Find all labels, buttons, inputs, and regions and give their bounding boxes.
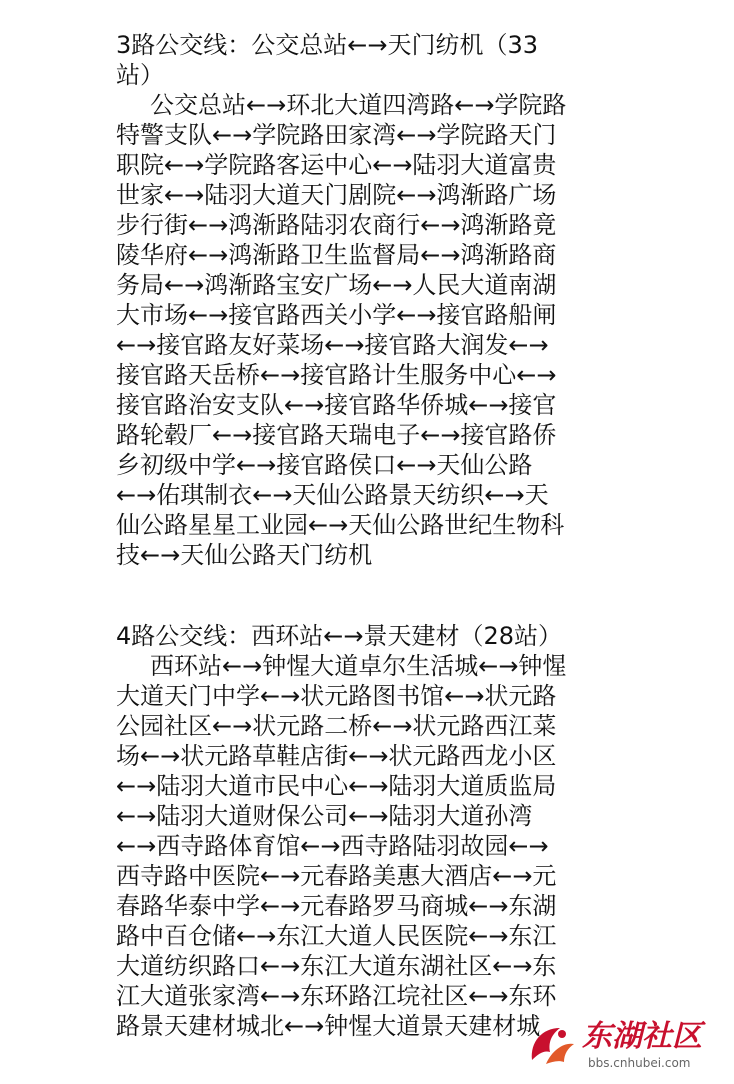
route-3-stop-line: ←→接官路友好菜场←→接官路大润发←→: [116, 331, 549, 359]
route-3-stop-line: 接官路天岳桥←→接官路计生服务中心←→: [116, 361, 557, 389]
route-4-stop-line: 公园社区←→状元路二桥←→状元路西江菜: [116, 712, 557, 740]
watermark-site-url: bbs.cnhubei.com: [588, 1056, 691, 1070]
route-4-stop-line: ←→西寺路体育馆←→西寺路陆羽故园←→: [116, 832, 549, 860]
watermark-site-name: 东湖社区: [582, 1019, 702, 1054]
route-4-stop-line: 西寺路中医院←→元春路美惠大酒店←→元: [116, 862, 557, 890]
route-4-stop-line: 场←→状元路草鞋店街←→状元路西龙小区: [116, 742, 557, 770]
route-4-stop-line: 西环站←→钟惺大道卓尔生活城←→钟惺: [150, 652, 567, 680]
route-3-stop-line: 务局←→鸿渐路宝安广场←→人民大道南湖: [116, 271, 557, 299]
route-3-stop-line: 职院←→学院路客运中心←→陆羽大道富贵: [116, 151, 557, 179]
route-3-stop-line: 乡初级中学←→接官路侯口←→天仙公路: [116, 451, 533, 479]
route-3-section: [116, 30, 638, 570]
route-3-stop-line: 接官路治安支队←→接官路华侨城←→接官: [116, 391, 557, 419]
route-4-stop-line: 路景天建材城北←→钟惺大道景天建材城: [116, 1012, 541, 1040]
route-4-stop-line: 大道纺织路口←→东江大道东湖社区←→东: [116, 952, 557, 980]
route-3-stop-line: 技←→天仙公路天门纺机: [116, 541, 373, 569]
dongbu-shequ-logo-icon: [526, 1020, 578, 1072]
route-3-stop-line: 公交总站←→环北大道四湾路←→学院路: [150, 91, 567, 119]
route-4-stop-line: 春路华泰中学←→元春路罗马商城←→东湖: [116, 892, 557, 920]
route-3-stop-line: ←→佑琪制衣←→天仙公路景天纺织←→天: [116, 481, 549, 509]
route-3-title-cont: 站）: [116, 61, 164, 89]
route-3-title: 3路公交线：公交总站←→天门纺机（33: [116, 31, 539, 59]
route-3-stop-line: 路轮毂厂←→接官路天瑞电子←→接官路侨: [116, 421, 557, 449]
route-4-section: [116, 621, 638, 1041]
route-3-stop-line: 陵华府←→鸿渐路卫生监督局←→鸿渐路商: [116, 241, 557, 269]
route-3-stop-line: 世家←→陆羽大道天门剧院←→鸿渐路广场: [116, 181, 557, 209]
route-4-title: 4路公交线：西环站←→景天建材（28站）: [116, 622, 563, 650]
route-4-stop-line: 路中百仓储←→东江大道人民医院←→东江: [116, 922, 557, 950]
route-3-stop-line: 特警支队←→学院路田家湾←→学院路天门: [116, 121, 557, 149]
route-4-stop-line: 江大道张家湾←→东环路江垸社区←→东环: [116, 982, 557, 1010]
route-4-stop-line: ←→陆羽大道市民中心←→陆羽大道质监局: [116, 772, 557, 800]
site-watermark: [526, 1016, 726, 1078]
route-3-stop-line: 仙公路星星工业园←→天仙公路世纪生物科: [116, 511, 565, 539]
route-3-stop-line: 大市场←→接官路西关小学←→接官路船闸: [116, 301, 557, 329]
route-3-stop-line: 步行街←→鸿渐路陆羽农商行←→鸿渐路竟: [116, 211, 557, 239]
route-4-stop-line: 大道天门中学←→状元路图书馆←→状元路: [116, 682, 557, 710]
route-4-stop-line: ←→陆羽大道财保公司←→陆羽大道孙湾: [116, 802, 533, 830]
